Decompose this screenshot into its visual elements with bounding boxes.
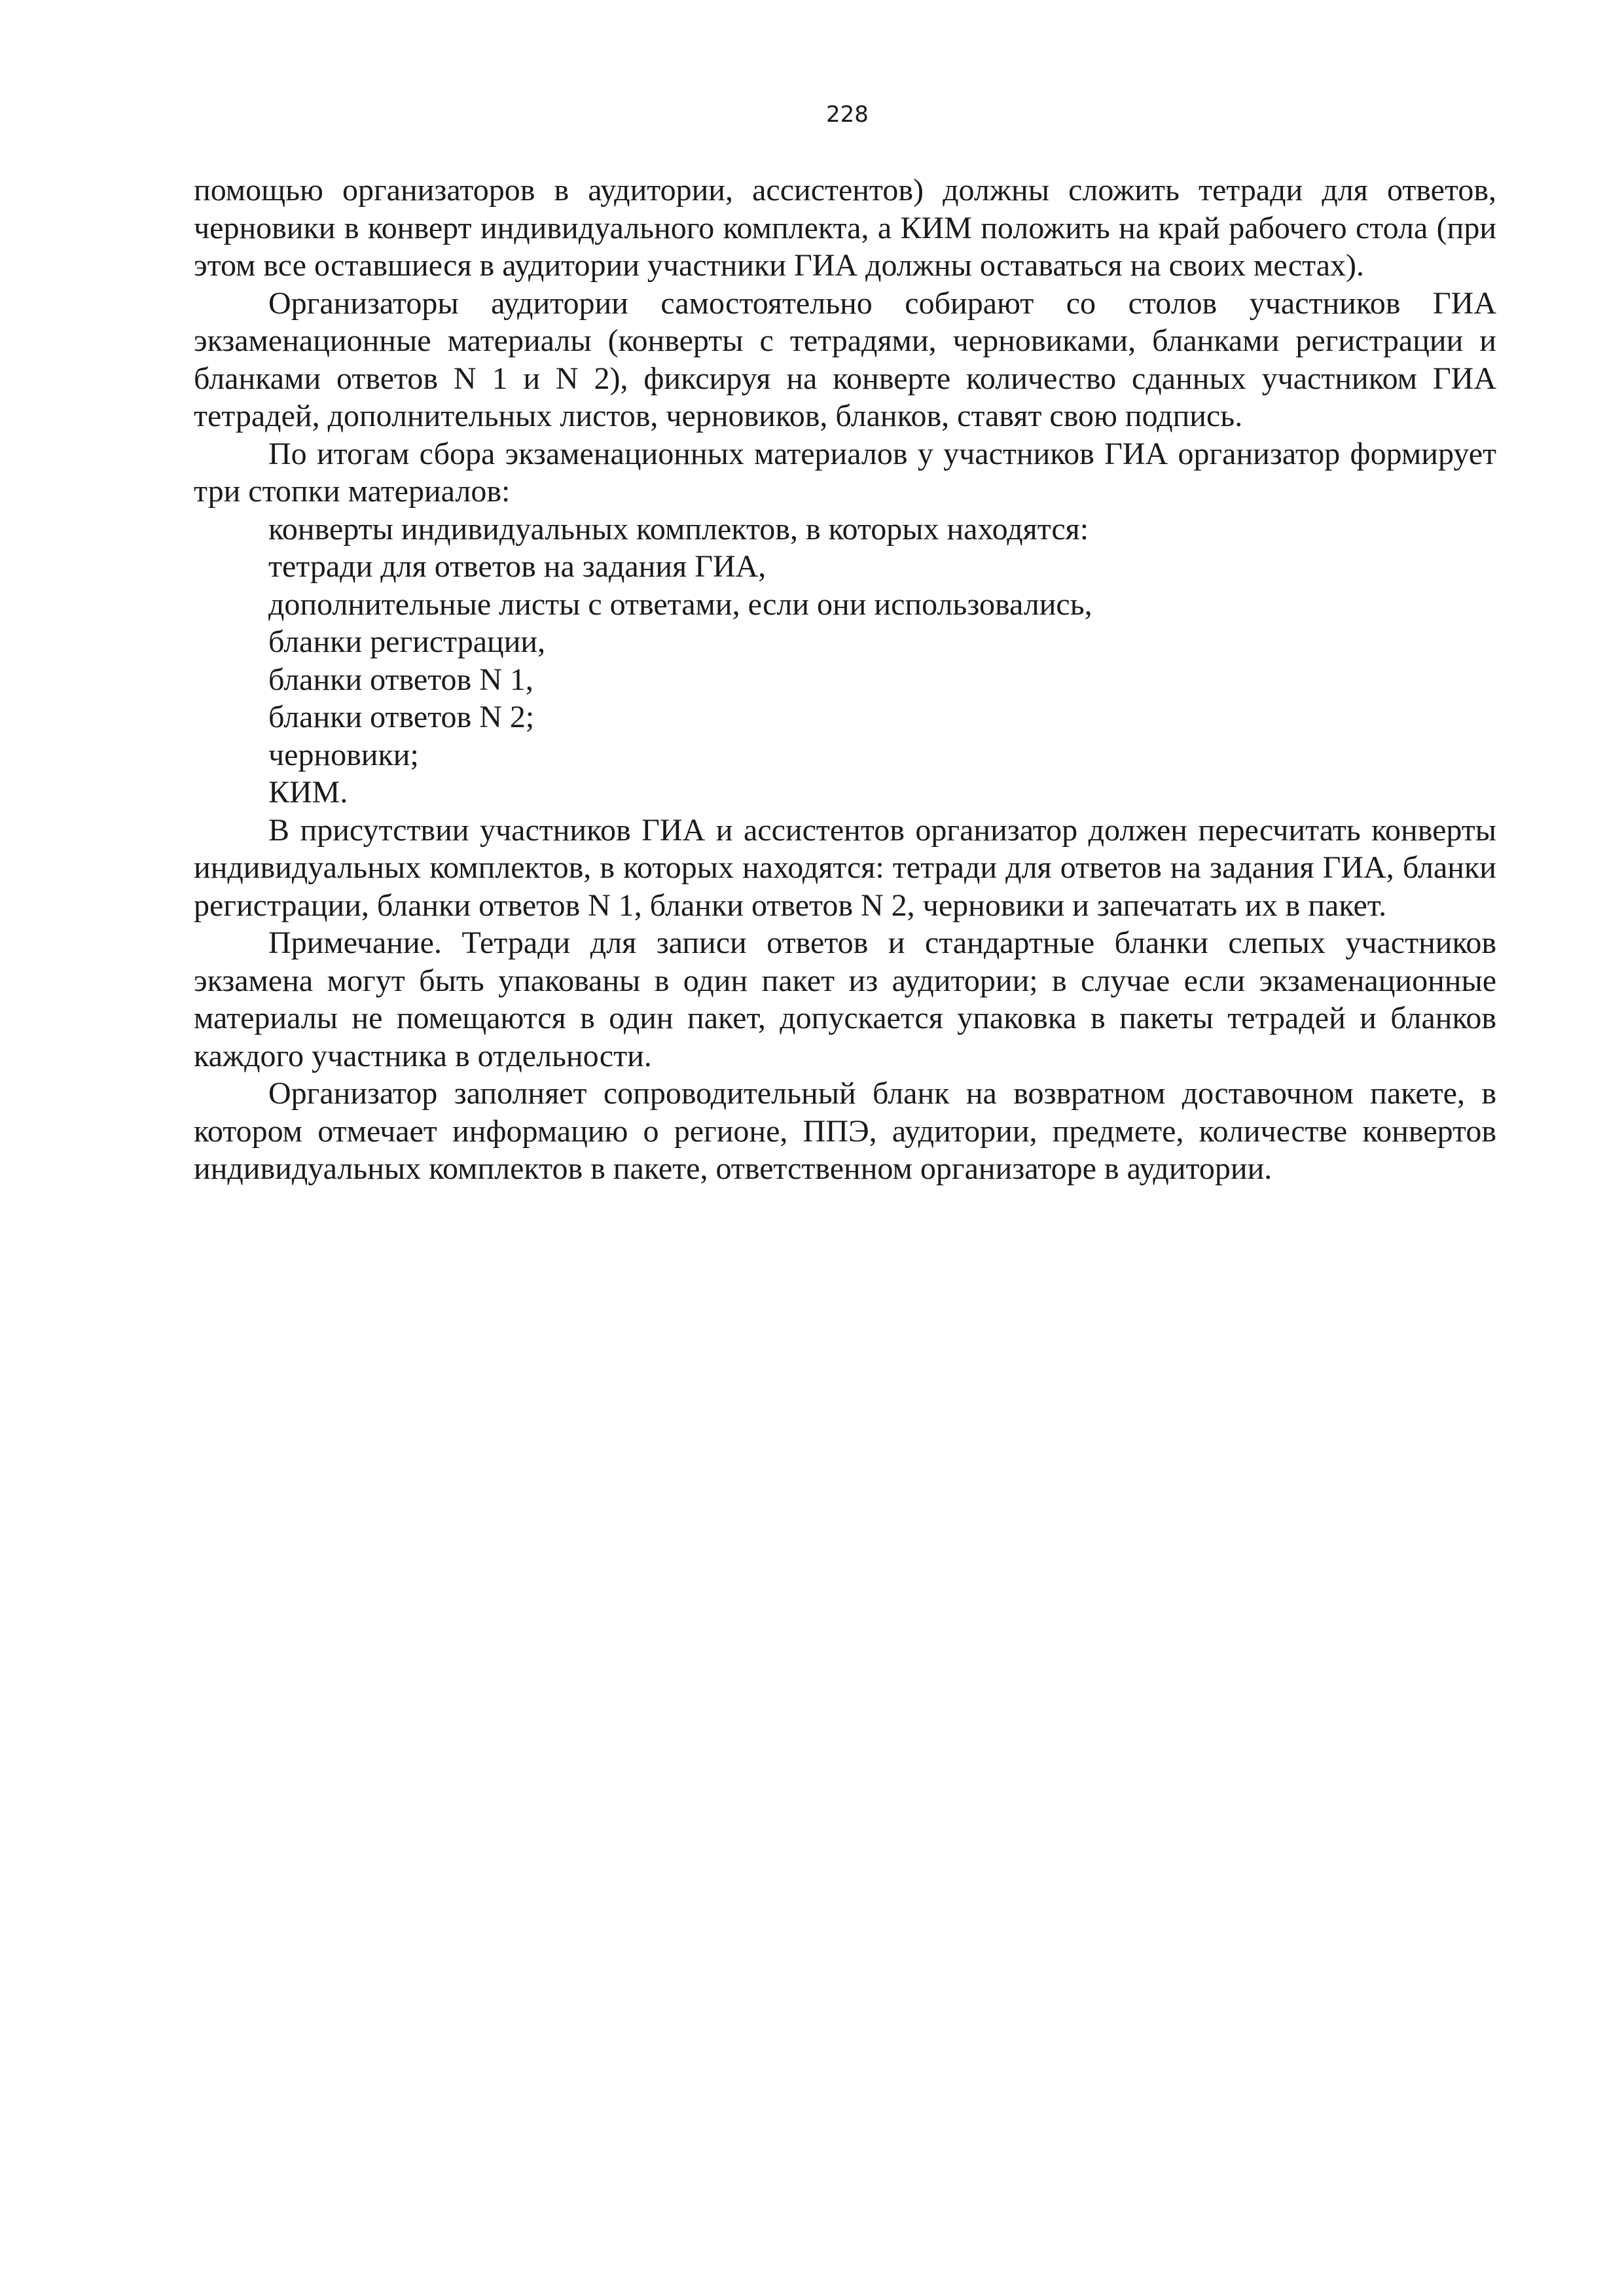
page-number: 228 — [826, 101, 869, 128]
list-item: черновики; — [268, 737, 419, 772]
list-item: КИМ. — [268, 775, 348, 810]
list-item: конверты индивидуальных комплектов, в которых находятся: — [268, 511, 1089, 547]
paragraph-organizers-collect: Организаторы аудитории самостоятельно собирают со столов участников ГИА экзаменационные материалы (конверты с тетрадями, черновиками, бланками регистрации и бланками ответов N 1 и N 2), фиксируя на конверте количество сданных участником ГИА тетрадей, дополнительных листов, черновиков, бланков, ставят свою подпись. — [194, 285, 1496, 433]
list-item: бланки ответов N 2; — [268, 700, 535, 734]
paragraph-accompanying-form: Организатор заполняет сопроводительный бланк на возвратном доставочном пакете, в котором отмечает информацию о регионе, ППЭ, аудитории, предмете, количестве конвертов индивидуальных комплектов в пакете, ответственном организаторе в аудитории. — [194, 1076, 1496, 1186]
list-item: дополнительные листы с ответами, если они использовались, — [268, 586, 1092, 622]
list-item: тетради для ответов на задания ГИА, — [268, 549, 767, 584]
list-item: бланки ответов N 1, — [268, 662, 533, 697]
paragraph-recount-envelopes: В присутствии участников ГИА и ассистентов организатор должен пересчитать конверты индивидуальных комплектов, в которых находятся: тетради для ответов на задания ГИА, бланки регистрации, бланки ответов N 1, бланки ответов N 2, черновики и запечатать их в пакет. — [194, 812, 1496, 923]
list-item: бланки регистрации, — [268, 624, 546, 659]
paragraph-three-stacks: По итогам сбора экзаменационных материалов у участников ГИА организатор формирует три стопки материалов: — [194, 436, 1496, 509]
paragraph-continuation: помощью организаторов в аудитории, ассистентов) должны сложить тетради для ответов, черновики в конверт индивидуального комплекта, а КИМ положить на край рабочего стола (при этом все оставшиеся в аудитории участники ГИА должны оставаться на своих местах). — [194, 173, 1496, 283]
document-body — [194, 171, 1496, 1188]
paragraph-note: Примечание. Тетради для записи ответов и стандартные бланки слепых участников экзамена могут быть упакованы в один пакет из аудитории; в случае если экзаменационные материалы не помещаются в один пакет, допускается упаковка в пакеты тетрадей и бланков каждого участника в отдельности. — [194, 925, 1496, 1073]
